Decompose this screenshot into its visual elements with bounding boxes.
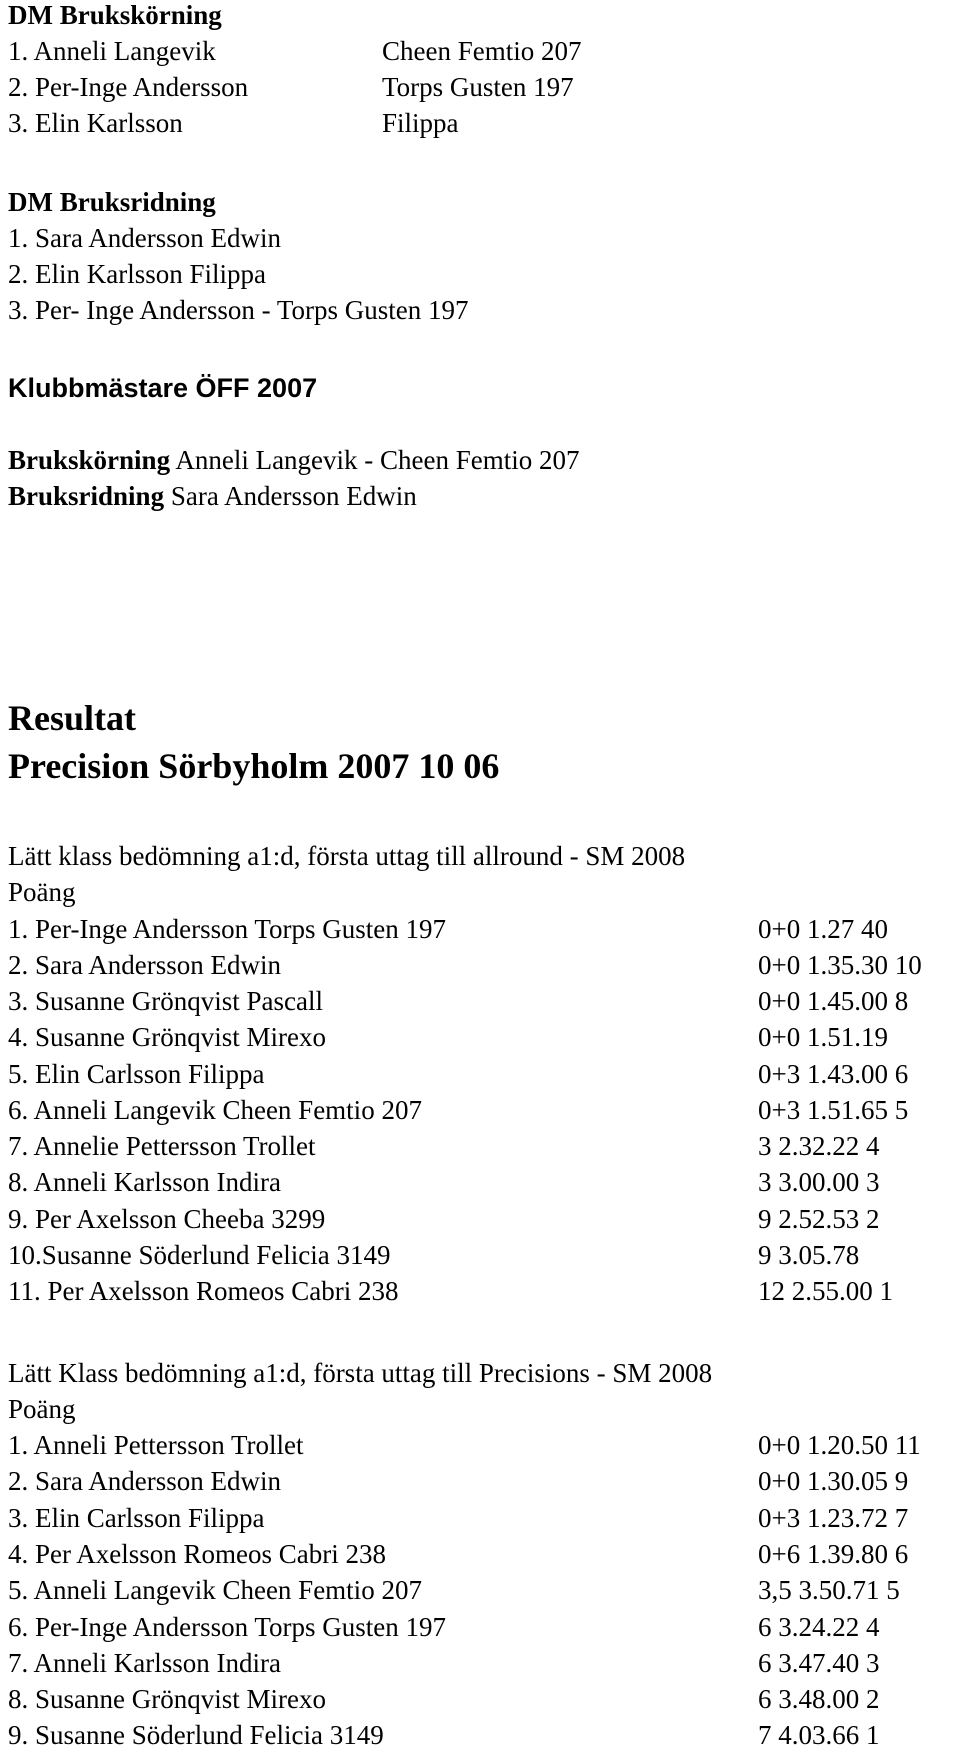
list-item: 5. Anneli Langevik Cheen Femtio 207 bbox=[8, 1575, 422, 1605]
list-item-result: 12 2.55.00 1 bbox=[758, 1276, 893, 1306]
list-item: 5. Elin Carlsson Filippa bbox=[8, 1059, 265, 1089]
list-item-result: 6 3.24.22 4 bbox=[758, 1612, 880, 1642]
precision-points-label: Poäng bbox=[8, 1394, 76, 1424]
list-item: 6. Anneli Langevik Cheen Femtio 207 bbox=[8, 1095, 422, 1125]
list-item: 10.Susanne Söderlund Felicia 3149 bbox=[8, 1240, 391, 1270]
allround-points-label: Poäng bbox=[8, 877, 76, 907]
list-item-result: 9 2.52.53 2 bbox=[758, 1204, 880, 1234]
list-item: 4. Per Axelsson Romeos Cabri 238 bbox=[8, 1539, 386, 1569]
list-item: 1. Anneli Pettersson Trollet bbox=[8, 1430, 304, 1460]
list-item-result: 0+0 1.20.50 11 bbox=[758, 1430, 921, 1460]
list-item-result: 6 3.47.40 3 bbox=[758, 1648, 880, 1678]
list-item: 7. Anneli Karlsson Indira bbox=[8, 1648, 281, 1678]
dm-brukskorning-row: 1. Anneli Langevik bbox=[8, 36, 216, 66]
dm-brukskorning-title: DM Brukskörning bbox=[8, 0, 222, 30]
klubbmastare-winner: Anneli Langevik - Cheen Femtio 207 bbox=[170, 445, 580, 475]
dm-bruksridning-title: DM Bruksridning bbox=[8, 187, 216, 217]
list-item: 11. Per Axelsson Romeos Cabri 238 bbox=[8, 1276, 399, 1306]
dm-brukskorning-horse: Torps Gusten 197 bbox=[382, 72, 574, 102]
resultat-subtitle: Precision Sörbyholm 2007 10 06 bbox=[8, 746, 500, 786]
dm-bruksridning-row: 3. Per- Inge Andersson - Torps Gusten 197 bbox=[8, 295, 469, 325]
list-item: 4. Susanne Grönqvist Mirexo bbox=[8, 1022, 326, 1052]
list-item-result: 9 3.05.78 bbox=[758, 1240, 860, 1270]
list-item-result: 0+0 1.51.19 bbox=[758, 1022, 888, 1052]
list-item: 1. Per-Inge Andersson Torps Gusten 197 bbox=[8, 914, 447, 944]
list-item: 3. Susanne Grönqvist Pascall bbox=[8, 986, 323, 1016]
list-item-result: 0+0 1.30.05 9 bbox=[758, 1466, 909, 1496]
list-item-result: 0+3 1.23.72 7 bbox=[758, 1503, 909, 1533]
dm-brukskorning-horse: Cheen Femtio 207 bbox=[382, 36, 582, 66]
list-item-result: 0+0 1.27 40 bbox=[758, 914, 888, 944]
list-item-result: 3,5 3.50.71 5 bbox=[758, 1575, 900, 1605]
klubbmastare-row bbox=[8, 442, 580, 478]
dm-brukskorning-row: 3. Elin Karlsson bbox=[8, 108, 183, 138]
precision-heading: Lätt Klass bedömning a1:d, första uttag till Precisions - SM 2008 bbox=[8, 1358, 713, 1388]
dm-brukskorning-horse: Filippa bbox=[382, 108, 459, 138]
list-item-result: 3 2.32.22 4 bbox=[758, 1131, 880, 1161]
list-item: 3. Elin Carlsson Filippa bbox=[8, 1503, 265, 1533]
klubbmastare-label: Bruksridning bbox=[8, 481, 165, 511]
list-item-result: 0+0 1.45.00 8 bbox=[758, 986, 909, 1016]
list-item-result: 0+6 1.39.80 6 bbox=[758, 1539, 909, 1569]
list-item: 7. Annelie Pettersson Trollet bbox=[8, 1131, 316, 1161]
list-item: 9. Per Axelsson Cheeba 3299 bbox=[8, 1204, 326, 1234]
resultat-title: Resultat bbox=[8, 698, 136, 738]
list-item-result: 7 4.03.66 1 bbox=[758, 1720, 880, 1750]
list-item-result: 0+3 1.43.00 6 bbox=[758, 1059, 909, 1089]
list-item: 2. Sara Andersson Edwin bbox=[8, 1466, 281, 1496]
list-item-result: 0+0 1.35.30 10 bbox=[758, 950, 922, 980]
dm-bruksridning-row: 2. Elin Karlsson Filippa bbox=[8, 259, 266, 289]
dm-brukskorning-row: 2. Per-Inge Andersson bbox=[8, 72, 249, 102]
list-item-result: 0+3 1.51.65 5 bbox=[758, 1095, 909, 1125]
klubbmastare-row bbox=[8, 478, 417, 514]
dm-bruksridning-row: 1. Sara Andersson Edwin bbox=[8, 223, 281, 253]
allround-heading: Lätt klass bedömning a1:d, första uttag till allround - SM 2008 bbox=[8, 841, 686, 871]
list-item: 2. Sara Andersson Edwin bbox=[8, 950, 281, 980]
list-item: 9. Susanne Söderlund Felicia 3149 bbox=[8, 1720, 384, 1750]
list-item-result: 3 3.00.00 3 bbox=[758, 1167, 880, 1197]
list-item: 8. Susanne Grönqvist Mirexo bbox=[8, 1684, 326, 1714]
klubbmastare-title: Klubbmästare ÖFF 2007 bbox=[8, 373, 318, 403]
list-item: 8. Anneli Karlsson Indira bbox=[8, 1167, 281, 1197]
list-item-result: 6 3.48.00 2 bbox=[758, 1684, 880, 1714]
klubbmastare-winner: Sara Andersson Edwin bbox=[164, 481, 417, 511]
list-item: 6. Per-Inge Andersson Torps Gusten 197 bbox=[8, 1612, 447, 1642]
klubbmastare-label: Brukskörning bbox=[8, 445, 171, 475]
